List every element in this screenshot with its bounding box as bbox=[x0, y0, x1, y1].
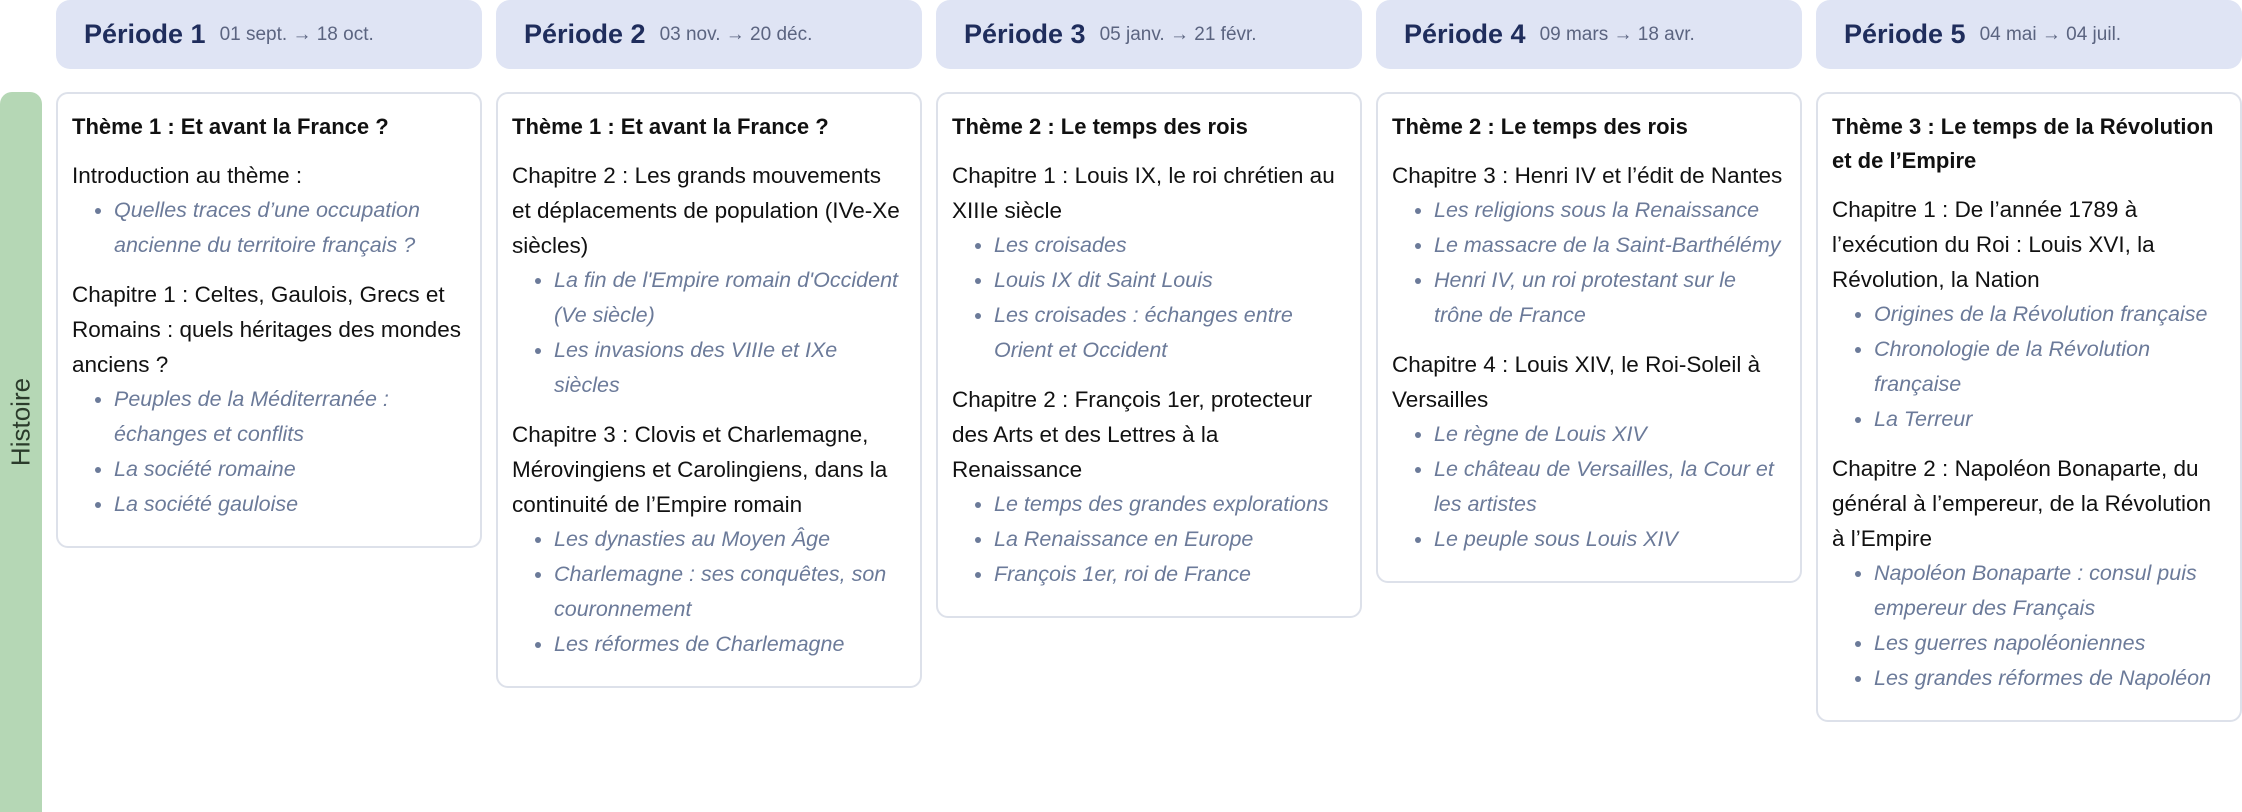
lesson-list bbox=[72, 193, 464, 263]
chapter-heading: Chapitre 4 : Louis XIV, le Roi-Soleil à Versailles bbox=[1392, 352, 1761, 412]
lesson-item: • Chronologie de la Révolution française bbox=[1874, 332, 2224, 402]
period-column bbox=[1816, 0, 2242, 722]
chapter-heading: Chapitre 3 : Henri IV et l’édit de Nantes bbox=[1392, 163, 1783, 188]
lesson-list bbox=[512, 263, 904, 403]
lesson-item: • La société romaine bbox=[114, 452, 464, 487]
lesson-item: • La Terreur bbox=[1874, 402, 2224, 437]
period-card bbox=[56, 92, 482, 548]
period-column bbox=[1376, 0, 1802, 583]
lesson-list bbox=[72, 382, 464, 522]
lesson-item: • Le temps des grandes explorations bbox=[994, 487, 1344, 522]
period-title: Période 2 bbox=[524, 19, 646, 49]
theme-title: Thème 2 : Le temps des rois bbox=[1392, 114, 1688, 139]
lesson-list bbox=[1832, 556, 2224, 696]
period-card bbox=[1816, 92, 2242, 722]
lesson-item: • Les croisades : échanges entre Orient et Occident bbox=[994, 298, 1344, 368]
period-header[interactable] bbox=[496, 0, 922, 69]
chapter-heading: Chapitre 1 : De l’année 1789 à l’exécution du Roi : Louis XVI, la Révolution, la Nation bbox=[1832, 197, 2155, 292]
theme-title: Thème 3 : Le temps de la Révolution et de l’Empire bbox=[1832, 114, 2214, 173]
period-dates: 09 mars → 18 avr. bbox=[1539, 23, 1695, 45]
theme-title: Thème 2 : Le temps des rois bbox=[952, 114, 1248, 139]
period-card bbox=[496, 92, 922, 688]
lesson-item: • Les dynasties au Moyen Âge bbox=[554, 522, 904, 557]
period-card bbox=[936, 92, 1362, 618]
lesson-item: • Origines de la Révolution française bbox=[1874, 297, 2224, 332]
lesson-item: • Quelles traces d’une occupation ancienne du territoire français ? bbox=[114, 193, 464, 263]
subject-label-bar bbox=[0, 92, 42, 812]
lesson-item: • Peuples de la Méditerranée : échanges et conflits bbox=[114, 382, 464, 452]
lesson-item: • Le peuple sous Louis XIV bbox=[1434, 522, 1784, 557]
chapter-heading: Introduction au thème : bbox=[72, 163, 303, 188]
period-column bbox=[56, 0, 482, 548]
period-title: Période 5 bbox=[1844, 19, 1966, 49]
chapter-heading: Chapitre 2 : Les grands mouvements et déplacements de population (IVe-Xe siècles) bbox=[512, 163, 900, 258]
lesson-item: • Henri IV, un roi protestant sur le trône de France bbox=[1434, 263, 1784, 333]
lesson-item: • Les grandes réformes de Napoléon bbox=[1874, 661, 2224, 696]
period-dates: 04 mai → 04 juil. bbox=[1979, 23, 2122, 45]
chapter-heading: Chapitre 1 : Louis IX, le roi chrétien au XIIIe siècle bbox=[952, 163, 1335, 223]
lesson-item: • Les croisades bbox=[994, 228, 1344, 263]
period-dates: 03 nov. → 20 déc. bbox=[659, 23, 813, 45]
lesson-item: • Le massacre de la Saint-Barthélémy bbox=[1434, 228, 1784, 263]
lesson-item: • Les réformes de Charlemagne bbox=[554, 627, 904, 662]
period-header[interactable] bbox=[1376, 0, 1802, 69]
period-dates: 01 sept. → 18 oct. bbox=[219, 23, 374, 45]
lesson-list bbox=[952, 487, 1344, 592]
lesson-item: • Le règne de Louis XIV bbox=[1434, 417, 1784, 452]
lesson-item: • Louis IX dit Saint Louis bbox=[994, 263, 1344, 298]
period-title: Période 4 bbox=[1404, 19, 1526, 49]
lesson-item: • La société gauloise bbox=[114, 487, 464, 522]
chapter-heading: Chapitre 1 : Celtes, Gaulois, Grecs et Romains : quels héritages des mondes anciens ? bbox=[72, 282, 461, 377]
lesson-item: • Charlemagne : ses conquêtes, son couronnement bbox=[554, 557, 904, 627]
lesson-item: • La Renaissance en Europe bbox=[994, 522, 1344, 557]
lesson-list bbox=[1832, 297, 2224, 437]
period-title: Période 1 bbox=[84, 19, 206, 49]
lesson-item: • Les invasions des VIIIe et IXe siècles bbox=[554, 333, 904, 403]
theme-title: Thème 1 : Et avant la France ? bbox=[72, 114, 389, 139]
period-dates: 05 janv. → 21 févr. bbox=[1099, 23, 1257, 45]
chapter-heading: Chapitre 3 : Clovis et Charlemagne, Mérovingiens et Carolingiens, dans la continuité de l’Empire romain bbox=[512, 422, 888, 517]
period-column bbox=[496, 0, 922, 688]
lesson-list bbox=[512, 522, 904, 662]
lesson-item: • Napoléon Bonaparte : consul puis empereur des Français bbox=[1874, 556, 2224, 626]
chapter-heading: Chapitre 2 : Napoléon Bonaparte, du général à l’empereur, de la Révolution à l’Empire bbox=[1832, 456, 2211, 551]
period-title: Période 3 bbox=[964, 19, 1086, 49]
period-header[interactable] bbox=[56, 0, 482, 69]
lesson-item: • Le château de Versailles, la Cour et les artistes bbox=[1434, 452, 1784, 522]
lesson-item: • François 1er, roi de France bbox=[994, 557, 1344, 592]
period-header[interactable] bbox=[936, 0, 1362, 69]
period-header[interactable] bbox=[1816, 0, 2242, 69]
lesson-item: • La fin de l'Empire romain d'Occident (Ve siècle) bbox=[554, 263, 904, 333]
subject-label: Histoire bbox=[5, 377, 36, 467]
lesson-item: • Les religions sous la Renaissance bbox=[1434, 193, 1784, 228]
period-column bbox=[936, 0, 1362, 618]
lesson-list bbox=[1392, 417, 1784, 557]
lesson-item: • Les guerres napoléoniennes bbox=[1874, 626, 2224, 661]
lesson-list bbox=[1392, 193, 1784, 333]
chapter-heading: Chapitre 2 : François 1er, protecteur des Arts et des Lettres à la Renaissance bbox=[952, 387, 1313, 482]
lesson-list bbox=[952, 228, 1344, 368]
period-card bbox=[1376, 92, 1802, 583]
theme-title: Thème 1 : Et avant la France ? bbox=[512, 114, 829, 139]
